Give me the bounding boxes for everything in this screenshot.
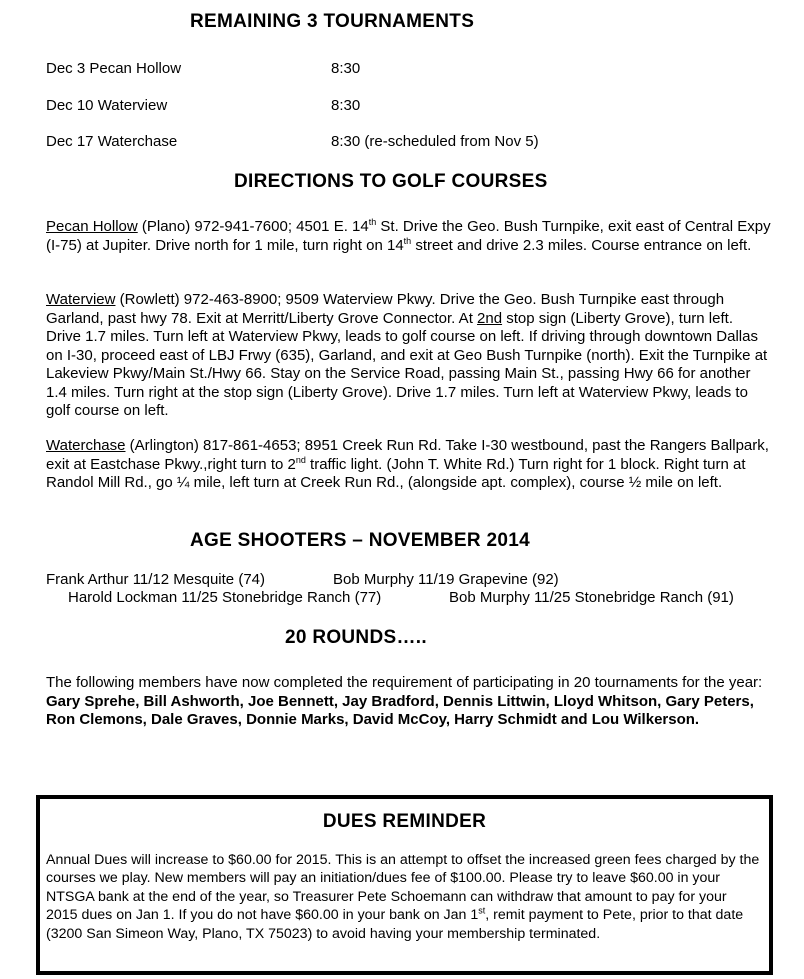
waterchase-name: Waterchase <box>46 437 126 454</box>
dues-reminder-heading: DUES REMINDER <box>322 811 487 832</box>
pecan-hollow-name: Pecan Hollow <box>46 218 138 235</box>
directions-text: stop sign (Liberty Grove), turn left. Drive 1.7 miles. Turn left at Waterview Pkwy, leads to golf course on left. If driving through downtown Dallas on I-30, proceed east of LBJ Frwy (635), Garland, and exit at Geo Bush Turnpike (north). Exit the Turnpike at Lakeview Pkwy/Main St./Hwy 66. Stay on the Service Road, passing Main St., passing Hwy 66 for another 1.4 miles. Turn right at the stop sign (Liberty Grove). Drive 1.7 miles. Turn left at Waterview Pkwy, leads to golf course on left. <box>46 309 768 419</box>
schedule-row-waterchase <box>46 133 539 150</box>
directions-text: traffic light. (John T. White Rd.) Turn right for 1 block. Right turn at Randol Mill Rd., go ¼ mile, left turn at Creek Run Rd., (alongside apt. complex), course ½ mile on left. <box>46 455 746 491</box>
age-shooter-entry: Frank Arthur 11/12 Mesquite (74) <box>46 571 265 588</box>
dues-text: Annual Dues will increase to $60.00 for 2015. This is an attempt to offset the increased green fees charged by the courses we play. New members will pay an initiation/dues fee of $100.00. Please try to leave $60.00 in your NTSGA bank at the end of the year, so Treasurer Pete Schoemann can withdraw that amount to pay for your 2015 dues on Jan 1. If you do not have $60.00 in your bank on Jan 1 <box>46 852 760 924</box>
twenty-rounds-heading: 20 ROUNDS….. <box>285 627 427 648</box>
directions-text: street and drive 2.3 miles. Course entrance on left. <box>411 236 752 254</box>
rounds-member-names: Gary Sprehe, Bill Ashworth, Joe Bennett, Jay Bradford, Dennis Littwin, Lloyd Whitson, Gary Peters, Ron Clemons, Dale Graves, Donnie Marks, David McCoy, Harry Schmidt and Lou Wilkerson. <box>46 692 754 728</box>
superscript: st <box>478 905 486 916</box>
directions-text: St. Drive the Geo. Bush Turnpike, exit east of Central Expy (I-75) at Jupiter. Drive north for 1 mile, turn right on 14 <box>46 218 771 254</box>
underlined-text: 2nd <box>477 309 503 327</box>
superscript: nd <box>295 454 306 465</box>
pecan-hollow-directions <box>46 218 771 255</box>
directions-heading: DIRECTIONS TO GOLF COURSES <box>234 171 548 192</box>
dues-text: , remit payment to Pete, prior to that date (3200 San Simeon Way, Plano, TX 75023) to avoid having your membership terminated. <box>46 907 744 942</box>
schedule-time: 8:30 <box>331 97 361 114</box>
age-shooter-entry: Harold Lockman 11/25 Stonebridge Ranch (77) <box>68 589 382 606</box>
waterchase-directions <box>46 437 771 493</box>
age-shooter-entry: Bob Murphy 11/25 Stonebridge Ranch (91) <box>449 589 734 606</box>
schedule-row-pecan-hollow <box>46 60 361 77</box>
rounds-intro: The following members have now completed the requirement of participating in 20 tournaments for the year: <box>46 674 763 691</box>
directions-text: (Plano) 972-941-7600; 4501 E. 14 <box>137 218 369 235</box>
age-shooter-entry: Bob Murphy 11/19 Grapevine (92) <box>333 571 559 588</box>
dues-reminder-text <box>46 851 762 943</box>
directions-text: (Rowlett) 972-463-8900; 9509 Waterview Pkwy. Drive the Geo. Bush Turnpike east through Garland, past hwy 78. Exit at Merritt/Liberty Grove Connector. At <box>46 291 725 327</box>
schedule-time: 8:30 (re-scheduled from Nov 5) <box>331 133 539 150</box>
waterview-directions <box>46 291 771 421</box>
twenty-rounds-paragraph <box>46 674 771 730</box>
dues-reminder-box <box>36 795 773 975</box>
directions-text: (Arlington) 817-861-4653; 8951 Creek Run Rd. Take I-30 westbound, past the Rangers Ballpark, exit at Eastchase Pkwy.,right turn to 2 <box>46 437 769 473</box>
age-shooters-heading: AGE SHOOTERS – NOVEMBER 2014 <box>190 530 530 551</box>
schedule-date-course: Dec 17 Waterchase <box>46 133 178 150</box>
waterview-name: Waterview <box>46 291 116 308</box>
remaining-tournaments-heading: REMAINING 3 TOURNAMENTS <box>190 11 475 32</box>
schedule-time: 8:30 <box>331 60 361 77</box>
superscript: th <box>403 235 412 246</box>
superscript: th <box>368 217 377 227</box>
schedule-row-waterview <box>46 97 361 114</box>
schedule-date-course: Dec 10 Waterview <box>46 97 168 114</box>
schedule-date-course: Dec 3 Pecan Hollow <box>46 60 182 77</box>
